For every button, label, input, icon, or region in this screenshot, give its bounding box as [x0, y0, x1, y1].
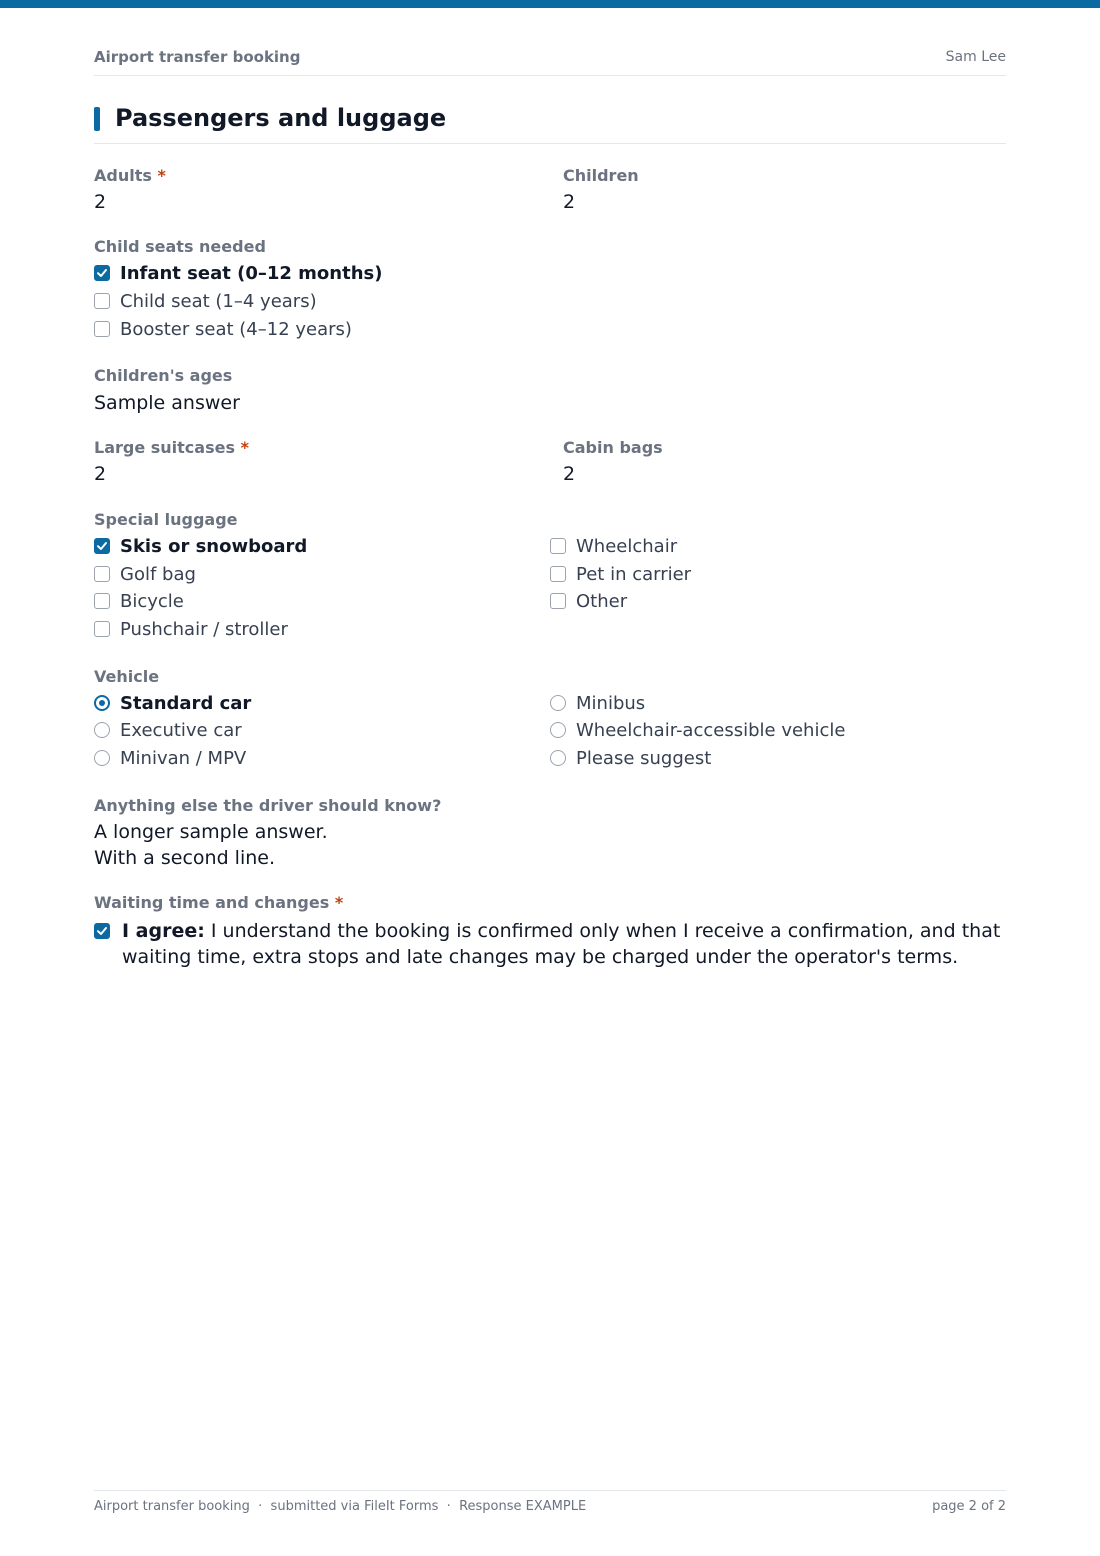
children-value: 2 — [563, 191, 576, 213]
required-marker: * — [157, 166, 166, 185]
luggage-option-other[interactable] — [550, 589, 627, 613]
running-header — [94, 48, 1006, 76]
adults-value: 2 — [94, 191, 107, 213]
required-marker: * — [240, 438, 249, 457]
option-label: Golf bag — [120, 563, 196, 585]
driver-notes-value: A longer sample answer. With a second line. — [94, 821, 328, 869]
vehicle-option-standard[interactable] — [94, 691, 251, 715]
driver-notes-label: Anything else the driver should know? — [94, 796, 442, 815]
footer-info: Airport transfer booking · submitted via FileIt Forms · Response EXAMPLE — [94, 1499, 587, 1514]
checkbox-icon — [550, 566, 566, 582]
radio-selected-icon — [94, 695, 110, 711]
adults-label-text: Adults — [94, 166, 152, 185]
checkbox-icon — [550, 538, 566, 554]
child-seat-option-infant[interactable] — [94, 261, 382, 285]
waiting-terms-label — [94, 893, 343, 912]
page-number: page 2 of 2 — [932, 1499, 1006, 1514]
child-seat-option-child[interactable] — [94, 289, 317, 313]
checkbox-icon — [94, 593, 110, 609]
option-label: Wheelchair-accessible vehicle — [576, 719, 846, 741]
large-suitcases-label-text: Large suitcases — [94, 438, 235, 457]
agree-text — [122, 918, 1006, 970]
radio-icon — [550, 750, 566, 766]
radio-icon — [94, 722, 110, 738]
checkbox-icon — [94, 566, 110, 582]
luggage-option-pushchair[interactable] — [94, 617, 288, 641]
cabin-bags-label: Cabin bags — [563, 438, 663, 457]
option-label: Minivan / MPV — [120, 747, 247, 769]
section-header — [94, 104, 1006, 144]
waiting-terms-label-text: Waiting time and changes — [94, 893, 330, 912]
radio-icon — [550, 695, 566, 711]
luggage-option-wheelchair[interactable] — [550, 534, 677, 558]
vehicle-option-minivan[interactable] — [94, 746, 246, 770]
option-label: Other — [576, 590, 628, 612]
large-suitcases-label — [94, 438, 249, 457]
option-label: Wheelchair — [576, 535, 678, 557]
option-label: Child seat (1–4 years) — [120, 290, 317, 312]
vehicle-option-suggest[interactable] — [550, 746, 711, 770]
option-label: Skis or snowboard — [120, 535, 308, 557]
option-label: Executive car — [120, 719, 242, 741]
adults-label — [94, 166, 166, 185]
checkbox-checked-icon — [94, 265, 110, 281]
checkbox-checked-icon — [94, 923, 110, 939]
children-ages-label: Children's ages — [94, 366, 233, 385]
children-ages-value: Sample answer — [94, 392, 240, 414]
luggage-option-pet[interactable] — [550, 562, 691, 586]
child-seat-option-booster[interactable] — [94, 317, 352, 341]
option-label: Minibus — [576, 692, 646, 714]
option-label: Bicycle — [120, 590, 184, 612]
vehicle-option-wheelchair-accessible[interactable] — [550, 718, 845, 742]
vehicle-option-executive[interactable] — [94, 718, 242, 742]
cabin-bags-value: 2 — [563, 463, 576, 485]
luggage-option-bicycle[interactable] — [94, 589, 184, 613]
checkbox-checked-icon — [94, 538, 110, 554]
form-title: Airport transfer booking — [94, 48, 301, 66]
option-label: Standard car — [120, 692, 252, 714]
checkbox-icon — [94, 321, 110, 337]
option-label: Pushchair / stroller — [120, 618, 288, 640]
checkbox-icon — [94, 621, 110, 637]
top-accent-bar — [0, 0, 1100, 8]
special-luggage-label: Special luggage — [94, 510, 238, 529]
option-label: Booster seat (4–12 years) — [120, 318, 352, 340]
radio-icon — [94, 750, 110, 766]
agree-statement: I understand the booking is confirmed only when I receive a confirmation, and that waiting time, extra stops and late changes may be charged under the operator's terms. — [122, 920, 1001, 968]
required-marker: * — [334, 893, 344, 912]
agree-label: I agree: — [122, 920, 205, 942]
children-label: Children — [563, 166, 639, 185]
user-name: Sam Lee — [945, 49, 1006, 65]
child-seats-label: Child seats needed — [94, 237, 266, 256]
luggage-option-golf-bag[interactable] — [94, 562, 196, 586]
luggage-option-skis[interactable] — [94, 534, 307, 558]
vehicle-option-minibus[interactable] — [550, 691, 645, 715]
vehicle-label: Vehicle — [94, 667, 160, 686]
checkbox-icon — [94, 293, 110, 309]
option-label: Please suggest — [576, 747, 712, 769]
radio-icon — [550, 722, 566, 738]
section-title: Passengers and luggage — [115, 104, 447, 132]
section-accent-bar — [94, 107, 100, 131]
option-label: Infant seat (0–12 months) — [120, 262, 383, 284]
large-suitcases-value: 2 — [94, 463, 107, 485]
page-footer — [94, 1490, 1006, 1520]
checkbox-icon — [550, 593, 566, 609]
option-label: Pet in carrier — [576, 563, 692, 585]
